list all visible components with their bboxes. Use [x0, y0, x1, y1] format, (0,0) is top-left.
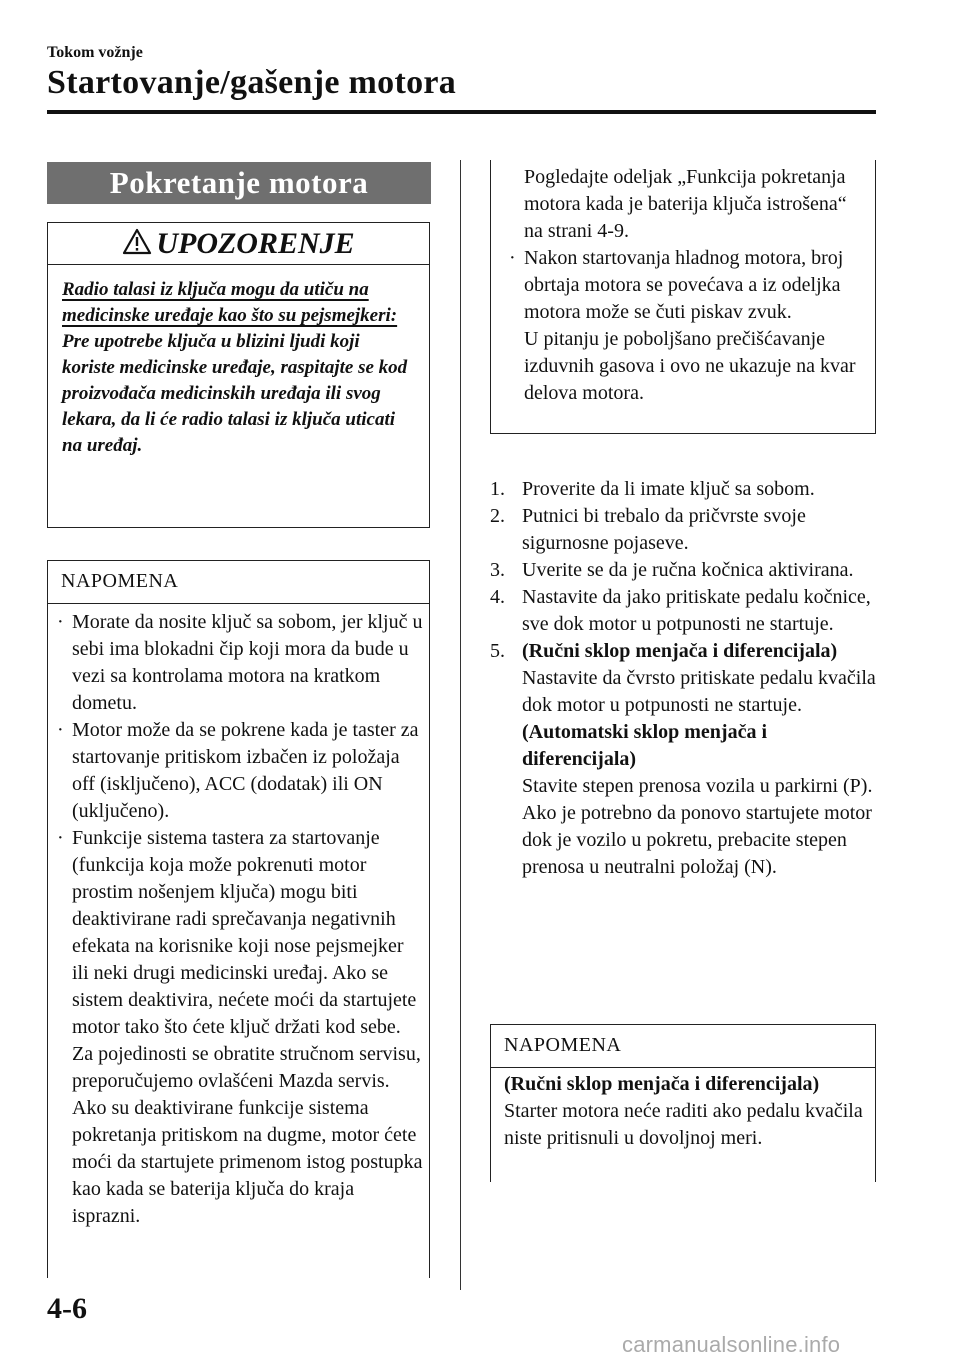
watermark: carmanualsonline.info — [622, 1332, 841, 1357]
step-manual-heading: (Ručni sklop menjača i diferencijala) — [522, 640, 838, 662]
section-kicker: Tokom vožnje — [47, 44, 143, 61]
note-box — [47, 560, 430, 1278]
page-number: 4-6 — [47, 1292, 87, 1325]
step-manual-text: Nastavite da čvrsto pritiskate pedalu kvačila dok motor u potpunosti ne startuje. — [522, 667, 876, 716]
note-heading: NAPOMENA — [504, 1034, 622, 1056]
section-bar-title: Pokretanje motora — [47, 162, 431, 204]
note-subheading: (Ručni sklop menjača i diferencijala) — [504, 1073, 820, 1095]
step-auto-text: Stavite stepen prenosa vozila u parkirni (P). Ako je potrebno da ponovo startujete motor dok je vozilo u pokretu, prebacite stepen prenosa u neutralni položaj (N). — [522, 775, 873, 878]
step-item: 5. (Ručni sklop menjača i diferencijala) Nastavite da čvrsto pritiskate pedalu kvačila dok motor u potpunosti ne startuje. (Automatski sklop menjača i diferencijala) Stavite stepen prenosa vozila u parkirni (P). Ako je potrebno da ponovo startujete motor dok je vozilo u pokretu, prebacite stepen prenosa u neutralni položaj (N). — [490, 638, 880, 881]
warning-body — [62, 277, 417, 459]
note-divider — [48, 603, 429, 604]
list-item: · Motor može da se pokrene kada je taster za startovanje pritiskom izbačen iz položaja off (isključeno), ACC (dodatak) ili ON (uključeno). — [57, 719, 419, 822]
step-item: 3. Uverite se da je ručna kočnica aktivirana. — [490, 559, 854, 581]
warning-header — [48, 223, 429, 265]
column-divider — [460, 160, 461, 1290]
header-rule — [47, 110, 876, 114]
warning-heading: UPOZORENJE — [156, 227, 355, 260]
step-item: 2. Putnici bi trebalo da pričvrste svoje sigurnosne pojaseve. — [490, 505, 806, 554]
list-item: · Morate da nosite ključ sa sobom, jer ključ u sebi ima blokadni čip koji mora da bude u vezi sa kontrolama motora na kratkom dometu. — [57, 611, 423, 714]
warning-text: Pre upotrebe ključa u blizini ljudi koji koriste medicinske uređaje, raspitajte se kod proizvođača medicinskih uređaja ili svog lekara, da li će radio talasi iz ključa uticati na uređaj. — [62, 331, 408, 456]
note-text: Starter motora neće raditi ako pedalu kvačila niste pritisnuli u dovoljnoj meri. — [504, 1100, 863, 1149]
warning-lead: Radio talasi iz ključa mogu da utiču na medicinske uređaje kao što su pejsmejkeri: — [62, 279, 398, 326]
page-title: Startovanje/gašenje motora — [47, 64, 457, 101]
note-heading: NAPOMENA — [61, 570, 179, 592]
note-box-continued — [490, 160, 876, 434]
step-list — [490, 476, 880, 881]
warning-box — [47, 222, 430, 528]
step-item: 1. Proverite da li imate ključ sa sobom. — [490, 478, 815, 500]
note-continued-text: Pogledajte odeljak „Funkcija pokretanja motora kada je baterija ključa istrošena“ na strani 4-9. — [524, 166, 847, 242]
list-item: · Nakon startovanja hladnog motora, broj obrtaja motora se povećava a iz odeljka motora može se čuti piskav zvuk. U pitanju je poboljšano prečišćavanje izduvnih gasova i ovo ne ukazuje na kvar delova motora. — [509, 247, 856, 404]
note-box — [490, 1024, 876, 1182]
note-list — [491, 245, 867, 407]
step-item: 4. Nastavite da jako pritiskate pedalu kočnice, sve dok motor u potpunosti ne startuje. — [490, 586, 871, 635]
list-item: · Funkcije sistema tastera za startovanje (funkcija koja može pokrenuti motor prostim nošenjem ključa) mogu biti deaktivirane radi sprečavanja negativnih efekata na korisnike koji nose pejsmejker ili neki drugi medicinski uređaj. Ako se sistem deaktivira, nećete moći da startujete motor tako što ćete ključ držati kod sebe. Za pojedinosti se obratite stručnom servisu, preporučujemo ovlašćeni Mazda servis. Ako su deaktivirane funkcije sistema pokretanja pritiskom na dugme, motor ćete moći da startujete primenom istog postupka kao kada se baterija ključa do kraja isprazni. — [57, 827, 423, 1227]
warning-triangle-icon — [122, 228, 152, 260]
note-list — [48, 609, 424, 1230]
note-divider — [491, 1067, 875, 1068]
step-auto-heading: (Automatski sklop menjača i diferencijala) — [522, 721, 768, 770]
